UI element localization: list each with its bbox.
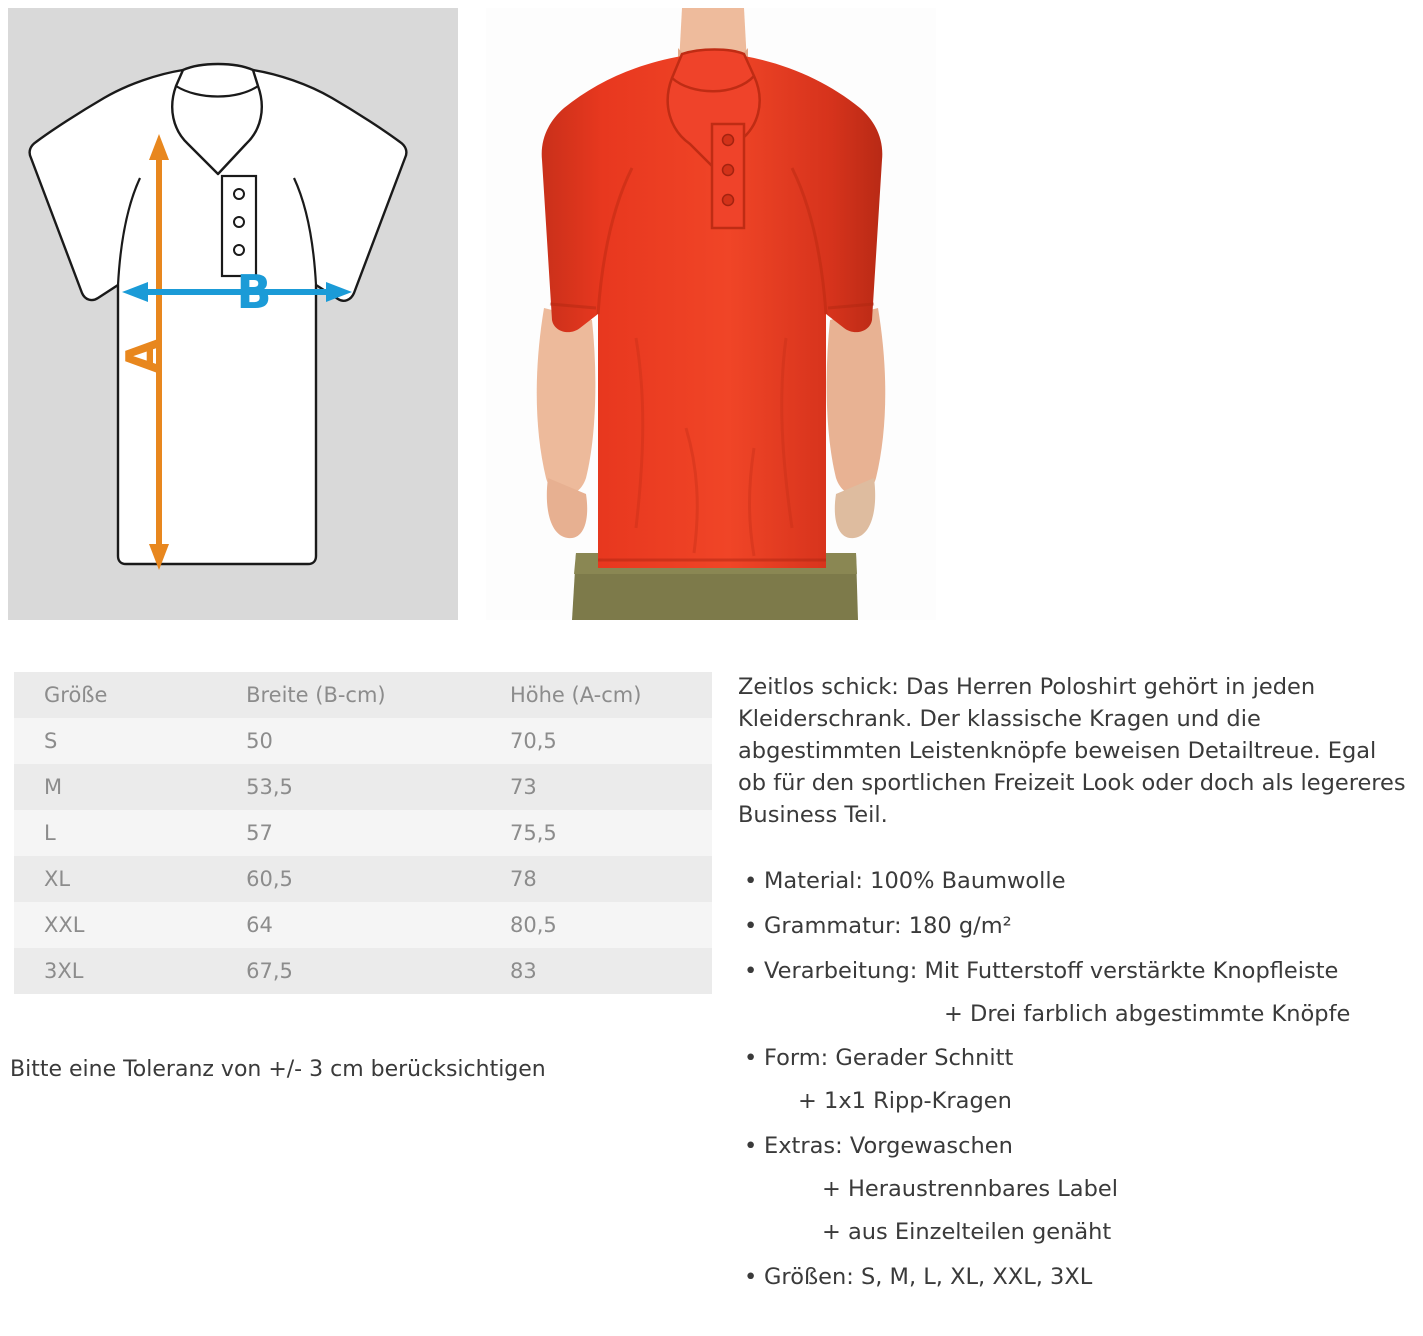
feature-text: Größen: S, M, L, XL, XXL, 3XL xyxy=(764,1264,1093,1291)
feature-text: Verarbeitung: Mit Futterstoff verstärkte Knopfleiste xyxy=(764,957,1339,984)
table-row xyxy=(14,948,712,994)
cell-size: XL xyxy=(44,867,71,891)
size-chart-table xyxy=(14,672,712,994)
table-row xyxy=(14,718,712,764)
description-intro: Zeitlos schick: Das Herren Poloshirt gehört in jeden Kleiderschrank. Der klassische Kragen und die abgestimmten Leistenknöpfe beweisen Detailtreue. Egal ob für den sportlichen Freizeit Look oder doch als legereres Business Teil. xyxy=(738,674,1406,828)
header-height: Höhe (A-cm) xyxy=(509,683,642,707)
product-images-row xyxy=(0,0,1423,625)
feature-text: Extras: Vorgewaschen xyxy=(764,1133,1013,1160)
cell-width: 53,5 xyxy=(246,775,293,799)
dimension-b-label: B xyxy=(236,265,272,319)
list-item xyxy=(738,1043,1410,1118)
cell-width: 57 xyxy=(246,821,273,845)
cell-size: XXL xyxy=(44,913,85,937)
cell-height: 80,5 xyxy=(509,913,557,937)
cell-size: S xyxy=(44,729,58,753)
cell-width: 60,5 xyxy=(246,867,293,891)
header-size: Größe xyxy=(44,683,108,707)
cell-height: 73 xyxy=(509,775,537,799)
table-row xyxy=(14,810,712,856)
product-photo-panel xyxy=(486,8,936,620)
cell-width: 64 xyxy=(246,913,273,937)
feature-text: Form: Gerader Schnitt xyxy=(764,1045,1014,1072)
cell-height: 75,5 xyxy=(509,821,557,845)
list-item xyxy=(738,911,1410,943)
cell-size: 3XL xyxy=(44,959,84,983)
list-item xyxy=(738,956,1410,1031)
feature-subtext: + aus Einzelteilen genäht xyxy=(822,1219,1112,1246)
cell-size: L xyxy=(44,821,56,845)
table-row xyxy=(14,902,712,948)
measurement-diagram-panel xyxy=(8,8,458,620)
dimension-a-label: A xyxy=(116,338,170,374)
feature-subtext: + 1x1 Ripp-Kragen xyxy=(798,1088,1012,1115)
polo-shirt-outline-drawing xyxy=(8,8,458,620)
feature-text: Grammatur: 180 g/m² xyxy=(764,912,1012,939)
cell-size: M xyxy=(44,775,63,799)
feature-subtext: + Heraustrennbares Label xyxy=(822,1176,1118,1203)
product-description-column xyxy=(738,672,1410,1307)
header-width: Breite (B-cm) xyxy=(246,683,386,707)
tolerance-note: Bitte eine Toleranz von +/- 3 cm berücksichtigen xyxy=(10,1057,546,1082)
cell-height: 83 xyxy=(509,959,537,983)
feature-subtext: + Drei farblich abgestimmte Knöpfe xyxy=(944,1000,1351,1027)
cell-width: 50 xyxy=(246,729,273,753)
cell-width: 67,5 xyxy=(246,959,293,983)
list-item xyxy=(738,1131,1410,1249)
feature-text: Material: 100% Baumwolle xyxy=(764,867,1066,894)
cell-height: 70,5 xyxy=(509,729,557,753)
feature-list xyxy=(738,866,1410,1294)
cell-height: 78 xyxy=(509,867,537,891)
table-row xyxy=(14,856,712,902)
list-item xyxy=(738,1262,1410,1294)
list-item xyxy=(738,866,1410,898)
table-header-row xyxy=(14,672,712,718)
model-wearing-red-polo xyxy=(486,8,936,620)
table-row xyxy=(14,764,712,810)
